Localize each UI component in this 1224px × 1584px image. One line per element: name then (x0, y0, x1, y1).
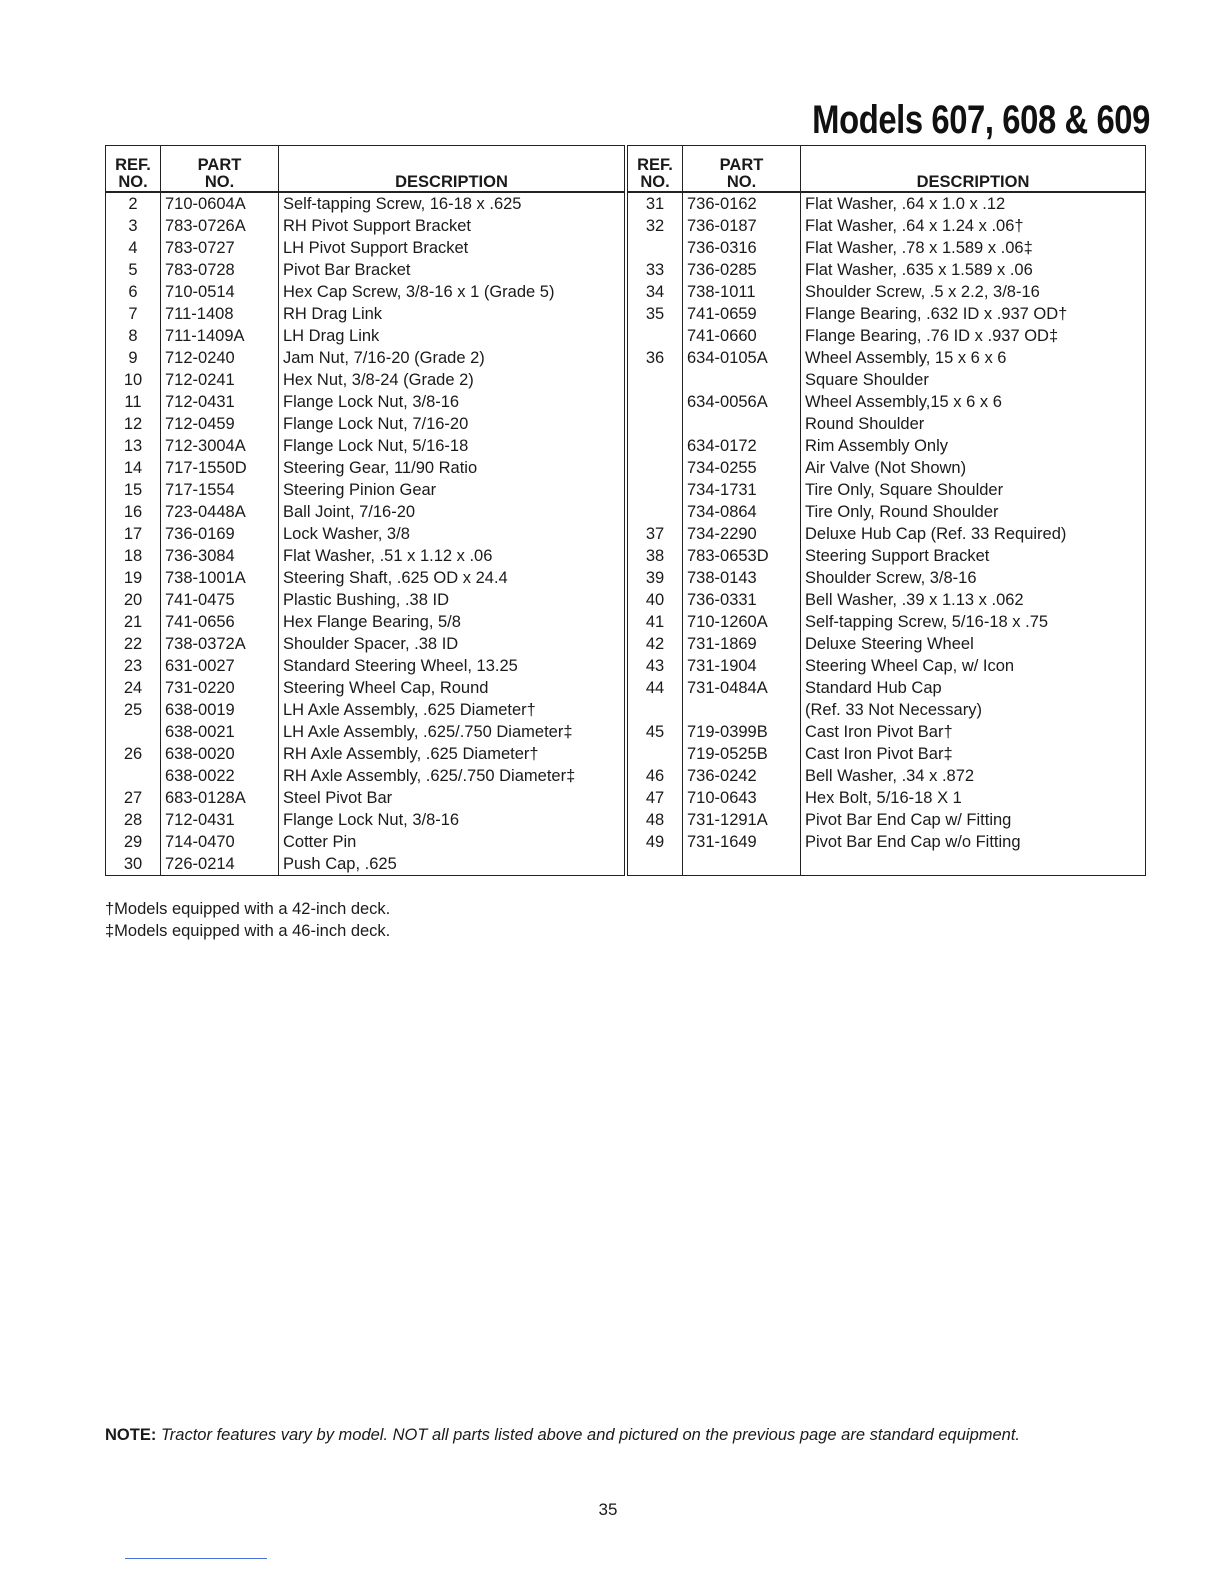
ref-cell: 18 (106, 545, 161, 567)
table-row (628, 501, 1146, 523)
description-cell: Plastic Bushing, .38 ID (279, 589, 625, 611)
ref-cell (628, 237, 683, 259)
description-cell: Cotter Pin (279, 831, 625, 853)
table-row (628, 281, 1146, 303)
part-number-cell: 731-1649 (683, 831, 801, 853)
table-row (106, 699, 625, 721)
parts-table-right-body (628, 192, 1146, 876)
ref-cell: 15 (106, 479, 161, 501)
description-cell: Round Shoulder (801, 413, 1146, 435)
description-cell: Tire Only, Round Shoulder (801, 501, 1146, 523)
table-header-row (628, 146, 1146, 193)
part-number-cell: 723-0448A (161, 501, 279, 523)
ref-cell: 3 (106, 215, 161, 237)
ref-cell: 43 (628, 655, 683, 677)
ref-cell: 16 (106, 501, 161, 523)
ref-cell: 40 (628, 589, 683, 611)
table-row (628, 391, 1146, 413)
ref-cell: 41 (628, 611, 683, 633)
description-cell: Deluxe Steering Wheel (801, 633, 1146, 655)
part-number-cell: 712-0459 (161, 413, 279, 435)
description-cell: Bell Washer, .34 x .872 (801, 765, 1146, 787)
description-cell: Cast Iron Pivot Bar† (801, 721, 1146, 743)
part-number-cell: 638-0020 (161, 743, 279, 765)
table-row (106, 633, 625, 655)
description-cell: Pivot Bar End Cap w/ Fitting (801, 809, 1146, 831)
ref-header: REF. NO. (106, 146, 161, 193)
description-cell: Deluxe Hub Cap (Ref. 33 Required) (801, 523, 1146, 545)
table-row (628, 633, 1146, 655)
ref-cell (628, 853, 683, 876)
ref-cell: 45 (628, 721, 683, 743)
part-number-cell: 736-0331 (683, 589, 801, 611)
table-row (628, 589, 1146, 611)
table-row (106, 413, 625, 435)
part-number-cell: 736-0169 (161, 523, 279, 545)
description-header: DESCRIPTION (801, 146, 1146, 193)
description-cell: Ball Joint, 7/16-20 (279, 501, 625, 523)
part-number-cell: 738-1011 (683, 281, 801, 303)
description-cell: Flat Washer, .64 x 1.0 x .12 (801, 192, 1146, 215)
part-number-cell: 738-1001A (161, 567, 279, 589)
description-cell: Flange Lock Nut, 7/16-20 (279, 413, 625, 435)
description-cell: Lock Washer, 3/8 (279, 523, 625, 545)
ref-cell: 35 (628, 303, 683, 325)
footnotes (105, 898, 390, 942)
part-number-cell: 711-1409A (161, 325, 279, 347)
part-number-cell: 738-0372A (161, 633, 279, 655)
description-cell: Flat Washer, .51 x 1.12 x .06 (279, 545, 625, 567)
table-row (628, 765, 1146, 787)
ref-cell (628, 325, 683, 347)
ref-cell: 10 (106, 369, 161, 391)
table-row (628, 831, 1146, 853)
table-row (106, 215, 625, 237)
ref-cell: 29 (106, 831, 161, 853)
part-number-cell: 734-2290 (683, 523, 801, 545)
part-number-cell: 634-0172 (683, 435, 801, 457)
table-row (106, 567, 625, 589)
table-row (106, 325, 625, 347)
description-cell: Steering Support Bracket (801, 545, 1146, 567)
table-row (106, 765, 625, 787)
description-cell: LH Axle Assembly, .625 Diameter† (279, 699, 625, 721)
part-number-cell: 783-0726A (161, 215, 279, 237)
ref-cell: 42 (628, 633, 683, 655)
ref-cell (628, 369, 683, 391)
description-cell: Steering Pinion Gear (279, 479, 625, 501)
part-number-cell (683, 853, 801, 876)
part-number-cell: 736-3084 (161, 545, 279, 567)
description-cell: Pivot Bar Bracket (279, 259, 625, 281)
part-number-cell: 634-0056A (683, 391, 801, 413)
parts-table-left (105, 145, 625, 876)
part-number-cell (683, 369, 801, 391)
description-cell: Cast Iron Pivot Bar‡ (801, 743, 1146, 765)
part-number-cell: 710-0514 (161, 281, 279, 303)
description-cell: Jam Nut, 7/16-20 (Grade 2) (279, 347, 625, 369)
part-number-cell: 741-0659 (683, 303, 801, 325)
ref-cell (628, 391, 683, 413)
part-number-cell: 783-0727 (161, 237, 279, 259)
description-cell: Steering Gear, 11/90 Ratio (279, 457, 625, 479)
ref-cell: 19 (106, 567, 161, 589)
description-cell: RH Pivot Support Bracket (279, 215, 625, 237)
part-number-cell: 736-0316 (683, 237, 801, 259)
part-number-cell: 736-0242 (683, 765, 801, 787)
part-number-cell: 734-0864 (683, 501, 801, 523)
ref-cell (628, 457, 683, 479)
part-header: PART NO. (683, 146, 801, 193)
part-number-cell (683, 413, 801, 435)
ref-cell: 14 (106, 457, 161, 479)
part-number-cell: 711-1408 (161, 303, 279, 325)
description-cell: LH Pivot Support Bracket (279, 237, 625, 259)
description-cell: Hex Bolt, 5/16-18 X 1 (801, 787, 1146, 809)
ref-cell: 12 (106, 413, 161, 435)
table-row (628, 369, 1146, 391)
part-number-cell: 726-0214 (161, 853, 279, 876)
table-row (106, 237, 625, 259)
description-cell: Bell Washer, .39 x 1.13 x .062 (801, 589, 1146, 611)
ref-cell (628, 435, 683, 457)
note (105, 1426, 1020, 1445)
ref-header: REF. NO. (628, 146, 683, 193)
ref-cell: 17 (106, 523, 161, 545)
part-number-cell: 731-0220 (161, 677, 279, 699)
description-cell: Flange Bearing, .76 ID x .937 OD‡ (801, 325, 1146, 347)
description-cell: Shoulder Spacer, .38 ID (279, 633, 625, 655)
description-cell: Steering Shaft, .625 OD x 24.4 (279, 567, 625, 589)
description-cell: Wheel Assembly, 15 x 6 x 6 (801, 347, 1146, 369)
description-cell: Standard Hub Cap (801, 677, 1146, 699)
description-cell: Hex Nut, 3/8-24 (Grade 2) (279, 369, 625, 391)
ref-cell: 47 (628, 787, 683, 809)
ref-cell: 28 (106, 809, 161, 831)
ref-cell: 38 (628, 545, 683, 567)
part-number-cell: 712-0241 (161, 369, 279, 391)
ref-cell: 26 (106, 743, 161, 765)
description-cell: LH Drag Link (279, 325, 625, 347)
description-cell: Flange Lock Nut, 3/8-16 (279, 391, 625, 413)
description-cell: Push Cap, .625 (279, 853, 625, 876)
ref-cell (106, 721, 161, 743)
part-number-cell: 736-0285 (683, 259, 801, 281)
table-row (106, 501, 625, 523)
ref-cell (628, 699, 683, 721)
description-cell: Shoulder Screw, 3/8-16 (801, 567, 1146, 589)
ref-cell: 31 (628, 192, 683, 215)
table-row (628, 655, 1146, 677)
part-number-cell: 734-1731 (683, 479, 801, 501)
ref-cell: 20 (106, 589, 161, 611)
ref-cell (628, 479, 683, 501)
ref-cell: 44 (628, 677, 683, 699)
description-cell: Steering Wheel Cap, Round (279, 677, 625, 699)
part-number-cell: 683-0128A (161, 787, 279, 809)
table-row (628, 853, 1146, 876)
table-row (106, 831, 625, 853)
table-row (628, 479, 1146, 501)
table-row (628, 567, 1146, 589)
table-row (628, 259, 1146, 281)
ref-cell: 30 (106, 853, 161, 876)
description-cell: Flat Washer, .78 x 1.589 x .06‡ (801, 237, 1146, 259)
description-cell: Air Valve (Not Shown) (801, 457, 1146, 479)
ref-cell: 21 (106, 611, 161, 633)
table-row (106, 655, 625, 677)
part-number-cell: 731-1869 (683, 633, 801, 655)
note-label: NOTE: (105, 1426, 157, 1444)
table-row (106, 192, 625, 215)
parts-table-left-body (106, 192, 625, 876)
ref-cell: 5 (106, 259, 161, 281)
part-number-cell: 710-0643 (683, 787, 801, 809)
part-number-cell: 712-3004A (161, 435, 279, 457)
ref-cell: 13 (106, 435, 161, 457)
description-cell: Square Shoulder (801, 369, 1146, 391)
table-row (628, 325, 1146, 347)
ref-cell: 49 (628, 831, 683, 853)
table-row (106, 611, 625, 633)
description-cell: Hex Flange Bearing, 5/8 (279, 611, 625, 633)
table-row (106, 391, 625, 413)
description-cell: Steering Wheel Cap, w/ Icon (801, 655, 1146, 677)
description-cell: Flat Washer, .635 x 1.589 x .06 (801, 259, 1146, 281)
description-cell: Self-tapping Screw, 5/16-18 x .75 (801, 611, 1146, 633)
ref-cell: 37 (628, 523, 683, 545)
parts-table-right (627, 145, 1146, 876)
table-row (106, 347, 625, 369)
description-cell: Shoulder Screw, .5 x 2.2, 3/8-16 (801, 281, 1146, 303)
note-text: Tractor features vary by model. NOT all parts listed above and pictured on the previous page are standard equipment. (160, 1426, 1021, 1444)
ref-cell: 9 (106, 347, 161, 369)
part-number-cell: 783-0653D (683, 545, 801, 567)
description-cell: Rim Assembly Only (801, 435, 1146, 457)
ref-cell: 7 (106, 303, 161, 325)
table-row (106, 809, 625, 831)
description-cell: Wheel Assembly,15 x 6 x 6 (801, 391, 1146, 413)
part-number-cell: 631-0027 (161, 655, 279, 677)
table-row (106, 369, 625, 391)
ref-cell: 32 (628, 215, 683, 237)
ref-cell: 33 (628, 259, 683, 281)
ref-cell: 36 (628, 347, 683, 369)
part-number-cell: 736-0187 (683, 215, 801, 237)
page-number: 35 (598, 1500, 618, 1519)
part-number-cell: 710-0604A (161, 192, 279, 215)
part-number-cell: 731-0484A (683, 677, 801, 699)
table-row (106, 545, 625, 567)
ref-cell: 4 (106, 237, 161, 259)
table-row (106, 303, 625, 325)
part-number-cell: 738-0143 (683, 567, 801, 589)
description-header: DESCRIPTION (279, 146, 625, 193)
description-cell: Self-tapping Screw, 16-18 x .625 (279, 192, 625, 215)
table-row (106, 787, 625, 809)
part-number-cell: 710-1260A (683, 611, 801, 633)
table-row (628, 215, 1146, 237)
part-number-cell: 634-0105A (683, 347, 801, 369)
table-row (628, 743, 1146, 765)
description-cell: Hex Cap Screw, 3/8-16 x 1 (Grade 5) (279, 281, 625, 303)
table-row (106, 721, 625, 743)
description-cell: Flange Lock Nut, 5/16-18 (279, 435, 625, 457)
table-row (106, 457, 625, 479)
table-row (106, 479, 625, 501)
ref-cell (628, 413, 683, 435)
ref-cell: 39 (628, 567, 683, 589)
table-row (628, 677, 1146, 699)
table-row (628, 237, 1146, 259)
table-row (628, 545, 1146, 567)
part-number-cell: 731-1291A (683, 809, 801, 831)
table-row (106, 435, 625, 457)
part-number-cell: 717-1550D (161, 457, 279, 479)
ref-cell: 34 (628, 281, 683, 303)
table-row (106, 259, 625, 281)
table-row (628, 699, 1146, 721)
part-number-cell (683, 699, 801, 721)
part-number-cell: 712-0240 (161, 347, 279, 369)
table-header-row (106, 146, 625, 193)
part-number-cell: 719-0525B (683, 743, 801, 765)
description-cell (801, 853, 1146, 876)
ref-cell: 11 (106, 391, 161, 413)
description-cell: Tire Only, Square Shoulder (801, 479, 1146, 501)
description-cell: RH Drag Link (279, 303, 625, 325)
table-row (106, 743, 625, 765)
footnote-46-inch: ‡Models equipped with a 46-inch deck. (105, 922, 391, 940)
part-number-cell: 717-1554 (161, 479, 279, 501)
table-row (106, 589, 625, 611)
description-cell: RH Axle Assembly, .625/.750 Diameter‡ (279, 765, 625, 787)
footnote-42-inch: †Models equipped with a 42-inch deck. (105, 900, 391, 918)
table-row (106, 677, 625, 699)
divider (125, 1558, 267, 1559)
description-cell: Steel Pivot Bar (279, 787, 625, 809)
ref-cell: 24 (106, 677, 161, 699)
description-cell: RH Axle Assembly, .625 Diameter† (279, 743, 625, 765)
ref-cell: 22 (106, 633, 161, 655)
part-number-cell: 638-0019 (161, 699, 279, 721)
table-row (106, 281, 625, 303)
table-row (628, 303, 1146, 325)
table-row (628, 435, 1146, 457)
table-row (628, 523, 1146, 545)
part-number-cell: 734-0255 (683, 457, 801, 479)
part-number-cell: 712-0431 (161, 809, 279, 831)
part-number-cell: 783-0728 (161, 259, 279, 281)
part-number-cell: 741-0475 (161, 589, 279, 611)
table-row (628, 347, 1146, 369)
ref-cell (628, 743, 683, 765)
ref-cell: 27 (106, 787, 161, 809)
ref-cell: 25 (106, 699, 161, 721)
table-row (628, 809, 1146, 831)
ref-cell: 6 (106, 281, 161, 303)
part-number-cell: 731-1904 (683, 655, 801, 677)
description-cell: Flange Bearing, .632 ID x .937 OD† (801, 303, 1146, 325)
part-number-cell: 714-0470 (161, 831, 279, 853)
part-number-cell: 638-0022 (161, 765, 279, 787)
description-cell: (Ref. 33 Not Necessary) (801, 699, 1146, 721)
description-cell: Standard Steering Wheel, 13.25 (279, 655, 625, 677)
table-row (628, 457, 1146, 479)
description-cell: Pivot Bar End Cap w/o Fitting (801, 831, 1146, 853)
part-number-cell: 741-0660 (683, 325, 801, 347)
ref-cell: 48 (628, 809, 683, 831)
table-row (106, 523, 625, 545)
table-row (628, 192, 1146, 215)
table-row (628, 787, 1146, 809)
ref-cell: 46 (628, 765, 683, 787)
table-row (106, 853, 625, 876)
part-number-cell: 736-0162 (683, 192, 801, 215)
table-row (628, 413, 1146, 435)
ref-cell: 23 (106, 655, 161, 677)
part-number-cell: 638-0021 (161, 721, 279, 743)
part-number-cell: 741-0656 (161, 611, 279, 633)
table-row (628, 611, 1146, 633)
part-number-cell: 712-0431 (161, 391, 279, 413)
ref-cell (628, 501, 683, 523)
part-number-cell: 719-0399B (683, 721, 801, 743)
ref-cell (106, 765, 161, 787)
description-cell: LH Axle Assembly, .625/.750 Diameter‡ (279, 721, 625, 743)
table-row (628, 721, 1146, 743)
description-cell: Flat Washer, .64 x 1.24 x .06† (801, 215, 1146, 237)
part-header: PART NO. (161, 146, 279, 193)
ref-cell: 2 (106, 192, 161, 215)
description-cell: Flange Lock Nut, 3/8-16 (279, 809, 625, 831)
page-title: Models 607, 608 & 609 (812, 98, 1150, 142)
ref-cell: 8 (106, 325, 161, 347)
